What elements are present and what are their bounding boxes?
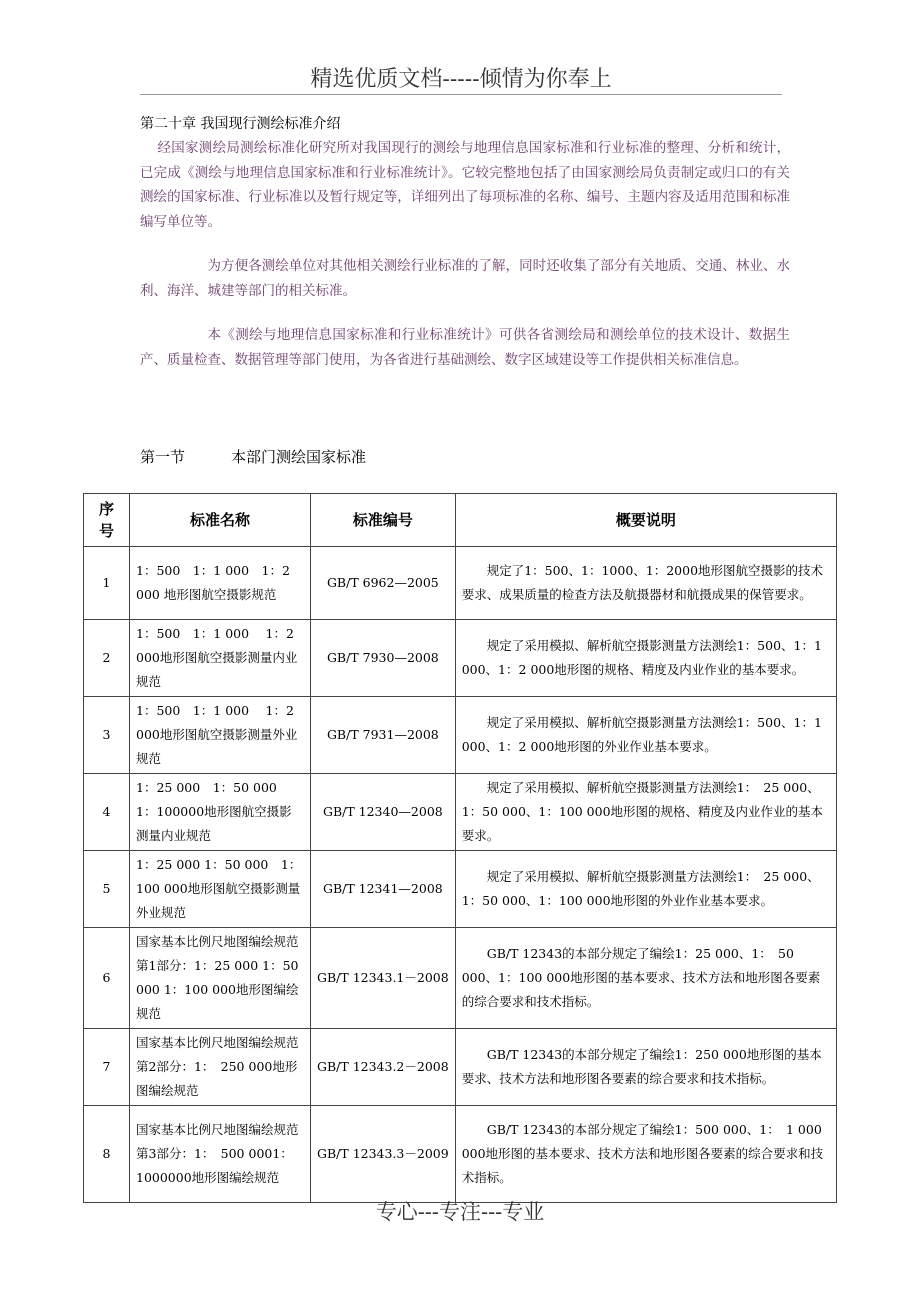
- section-heading: [140, 446, 412, 467]
- standard-name: 1：500 1：1 000 1：2 000地形图航空摄影测量内业规范: [130, 620, 311, 697]
- standard-code: GB/T 6962—2005: [311, 547, 456, 620]
- row-number: 1: [84, 547, 130, 620]
- standard-name: 1：500 1：1 000 1：2 000 地形图航空摄影规范: [130, 547, 311, 620]
- standard-name: 国家基本比例尺地图编绘规范 第2部分：1： 250 000地形图编绘规范: [130, 1029, 311, 1106]
- standard-description: GB/T 12343的本部分规定了编绘1：25 000、1： 50 000、1：100 000地形图的基本要求、技术方法和地形图各要素的综合要求和技术指标。: [455, 928, 836, 1029]
- standard-code: GB/T 7931—2008: [311, 697, 456, 774]
- intro-paragraph-1: 经国家测绘局测绘标准化研究所对我国现行的测绘与地理信息国家标准和行业标准的整理、分析和统计，已完成《测绘与地理信息国家标准和行业标准统计》。它较完整地包括了由国家测绘局负责制定或归口的有关测绘的国家标准、行业标准以及暂行规定等，详细列出了每项标准的名称、编号、主题内容及适用范围和标准编写单位等。: [140, 140, 790, 230]
- intro-paragraph-2: 为方便各测绘单位对其他相关测绘行业标准的了解，同时还收集了部分有关地质、交通、林业、水利、海洋、城建等部门的相关标准。: [140, 258, 790, 299]
- table-row: [84, 1106, 837, 1203]
- table-row: [84, 851, 837, 928]
- table-row: [84, 1029, 837, 1106]
- standard-description: 规定了1：500、1：1000、1：2000地形图航空摄影的技术要求、成果质量的检查方法及航摄器材和航摄成果的保管要求。: [455, 547, 836, 620]
- standard-description: 规定了采用模拟、解析航空摄影测量方法测绘1： 25 000、1：50 000、1：100 000地形图的外业作业基本要求。: [455, 851, 836, 928]
- table-row: [84, 620, 837, 697]
- standard-name: 1：25 000 1：50 000 1：100 000地形图航空摄影测量外业规范: [130, 851, 311, 928]
- row-number: 3: [84, 697, 130, 774]
- standard-name: 国家基本比例尺地图编绘规范 第3部分：1： 500 0001：1000000地形图编绘规范: [130, 1106, 311, 1203]
- standard-name: 国家基本比例尺地图编绘规范 第1部分：1：25 000 1：50 000 1：100 000地形图编绘规范: [130, 928, 311, 1029]
- standard-description: 规定了采用模拟、解析航空摄影测量方法测绘1：500、1：1 000、1：2 000地形图的外业作业基本要求。: [455, 697, 836, 774]
- standard-code: GB/T 12343.1－2008: [311, 928, 456, 1029]
- table-row: [84, 547, 837, 620]
- standard-name: 1：500 1：1 000 1：2 000地形图航空摄影测量外业规范: [130, 697, 311, 774]
- chapter-title: 第二十章 我国现行测绘标准介绍: [140, 116, 341, 132]
- header-divider: [140, 94, 782, 95]
- standards-table: [83, 493, 837, 1203]
- standard-code: GB/T 7930—2008: [311, 620, 456, 697]
- row-number: 8: [84, 1106, 130, 1203]
- row-number: 6: [84, 928, 130, 1029]
- table-row: [84, 928, 837, 1029]
- table-row: [84, 697, 837, 774]
- section-label: 第一节: [140, 448, 186, 466]
- standard-description: 规定了采用模拟、解析航空摄影测量方法测绘1：500、1：1 000、1：2 000地形图的规格、精度及内业作业的基本要求。: [455, 620, 836, 697]
- standard-code: GB/T 12343.2－2008: [311, 1029, 456, 1106]
- standard-code: GB/T 12340—2008: [311, 774, 456, 851]
- table-row: [84, 774, 837, 851]
- standard-code: GB/T 12343.3－2009: [311, 1106, 456, 1203]
- standard-description: GB/T 12343的本部分规定了编绘1：500 000、1： 1 000 000地形图的基本要求、技术方法和地形图各要素的综合要求和技术指标。: [455, 1106, 836, 1203]
- standard-description: GB/T 12343的本部分规定了编绘1：250 000地形图的基本要求、技术方法和地形图各要素的综合要求和技术指标。: [455, 1029, 836, 1106]
- standard-description: 规定了采用模拟、解析航空摄影测量方法测绘1： 25 000、1：50 000、1：100 000地形图的规格、精度及内业作业的基本要求。: [455, 774, 836, 851]
- page-header: 精选优质文档-----倾情为你奉上: [310, 67, 612, 92]
- row-number: 4: [84, 774, 130, 851]
- header-desc: 概要说明: [455, 494, 836, 547]
- header-no: 序号: [84, 494, 130, 547]
- header-name: 标准名称: [130, 494, 311, 547]
- row-number: 2: [84, 620, 130, 697]
- page-footer: 专心---专注---专业: [375, 1200, 545, 1224]
- section-title: 本部门测绘国家标准: [231, 448, 367, 466]
- row-number: 7: [84, 1029, 130, 1106]
- standard-code: GB/T 12341—2008: [311, 851, 456, 928]
- header-code: 标准编号: [311, 494, 456, 547]
- standard-name: 1：25 000 1：50 000 1：100000地形图航空摄影测量内业规范: [130, 774, 311, 851]
- row-number: 5: [84, 851, 130, 928]
- intro-paragraph-3: 本《测绘与地理信息国家标准和行业标准统计》可供各省测绘局和测绘单位的技术设计、数据生产、质量检查、数据管理等部门使用，为各省进行基础测绘、数字区域建设等工作提供相关标准信息。: [140, 327, 790, 368]
- table-header-row: [84, 494, 837, 547]
